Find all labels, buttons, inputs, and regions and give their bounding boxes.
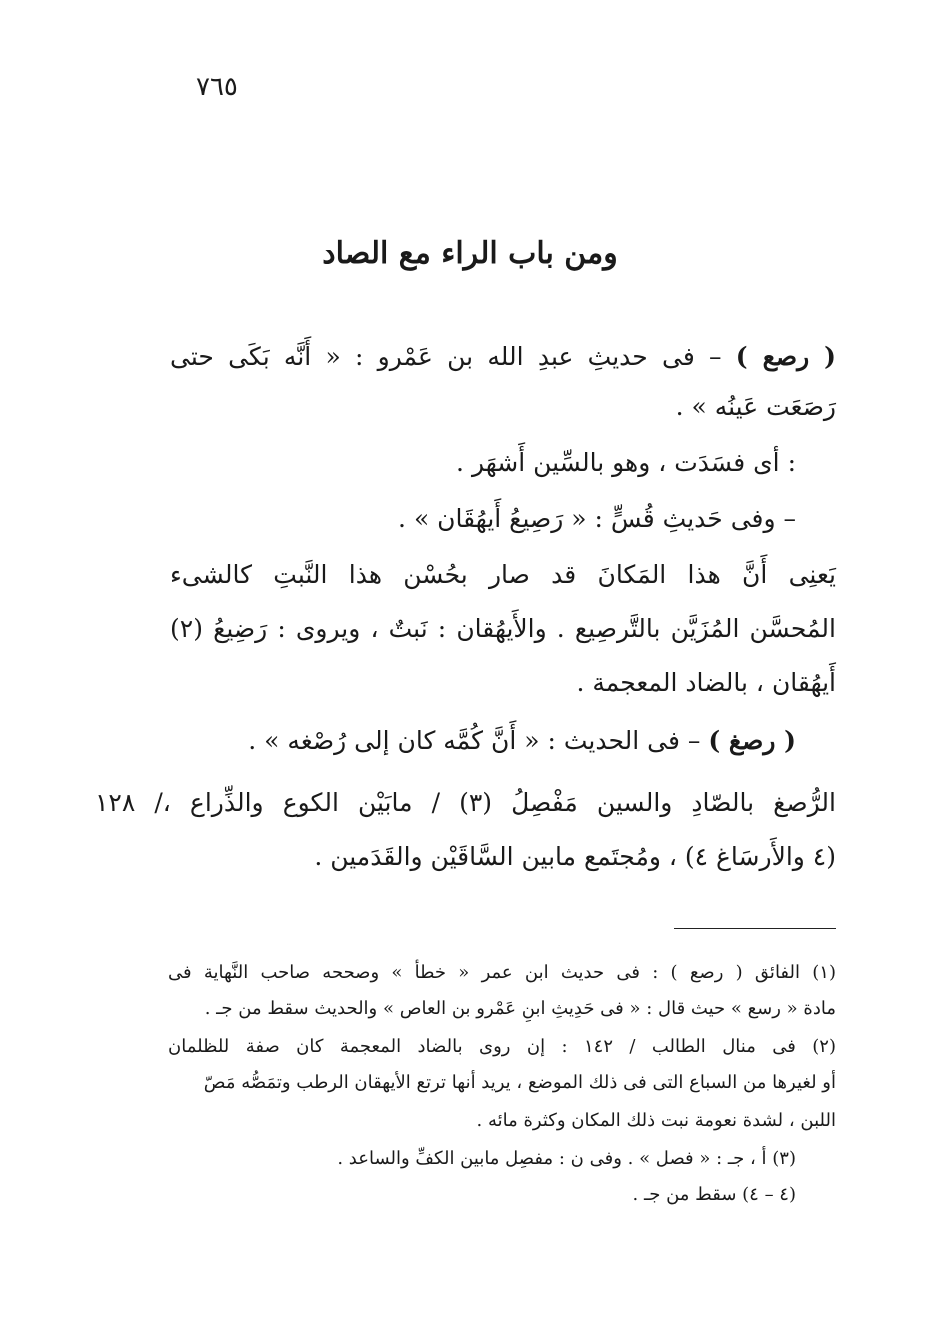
entry-rasa-text: – فى حديثِ عبدِ الله بن عَمْرو : « أَنَّه بَكَى حتى: [170, 342, 736, 371]
footnote-2-line-1: (٢) فى منال الطالب / ١٤٢ : إن روى بالضاد المعجمة كان صفة للظلمان: [168, 1036, 836, 1057]
entry-rasa-line-2: رَصَعَت عَينُه » .: [675, 392, 836, 421]
qiss-hadith: – وفى حَديثِ قُسٍّ : « رَصِيعُ أَيهُقَان » .: [398, 504, 796, 533]
rusgh-definition-line-1: الرُّصغ بالصّادِ والسين مَفْصِلُ (٣) / مابَيْن الكوع والذِّراع ،/ ١٢٨: [95, 788, 836, 817]
footnote-2-line-3: اللبن ، لشدة نعومة نبت ذلك المكان وكثرة مائه .: [476, 1110, 836, 1131]
rusgh-definition-line-2: (٤ والأَرسَاغ ٤) ، ومُجتَمع مابين السَّاقَيْن والقَدَمين .: [314, 842, 836, 871]
footnote-1-line-1: (١) الفائق ( رصع ) : فى حديث ابن عمر « خطأ » وصححه صاحب النَّهاية فى: [168, 962, 836, 983]
explanation-line-1: يَعنِى أَنَّ هذا المَكانَ قد صار بحُسْن هذا النَّبتِ كالشىء: [170, 560, 836, 589]
entry-rasa-line-1: [170, 342, 836, 372]
entry-rasagh: [248, 726, 796, 756]
chapter-title: ومن باب الراء مع الصاد: [322, 236, 618, 271]
entry-rasagh-text: – فى الحديث : « أَنَّ كُمَّه كان إلى رُصْغه » .: [248, 726, 709, 755]
footnote-4: (٤ – ٤) سقط من جـ .: [632, 1184, 796, 1205]
gloss-rasa: : أى فسَدَت ، وهو بالسِّين أَشهَر .: [456, 448, 796, 477]
footnote-1-line-2: مادة « رسع » حيث قال : « فى حَدِيثِ ابنِ عَمْرو بن العاص » والحديث سقط من جـ .: [204, 998, 836, 1019]
headword-rasa: ( رصع ): [735, 342, 837, 371]
page-number: ٧٦٥: [196, 72, 238, 102]
headword-rasagh: ( رصغ ): [708, 726, 796, 755]
explanation-line-2: المُحسَّن المُزَيَّن بالتَّرصِيع . والأَيهُقان : نَبتٌ ، ويروى : رَضِيعُ (٢): [170, 614, 836, 643]
footnote-3: (٣) أ ، جـ : « فصل » . وفى ن : مفصِل مابين الكفِّ والساعد .: [337, 1148, 796, 1169]
explanation-line-3: أَيهُقان ، بالضاد المعجمة .: [576, 668, 836, 697]
footnote-separator: [674, 928, 836, 929]
footnote-2-line-2: أو لغيرها من السباع التى فى ذلك الموضع ، يريد أنها ترتع الأيهقان الرطب وتمَصُّه مَصّ: [203, 1072, 836, 1093]
